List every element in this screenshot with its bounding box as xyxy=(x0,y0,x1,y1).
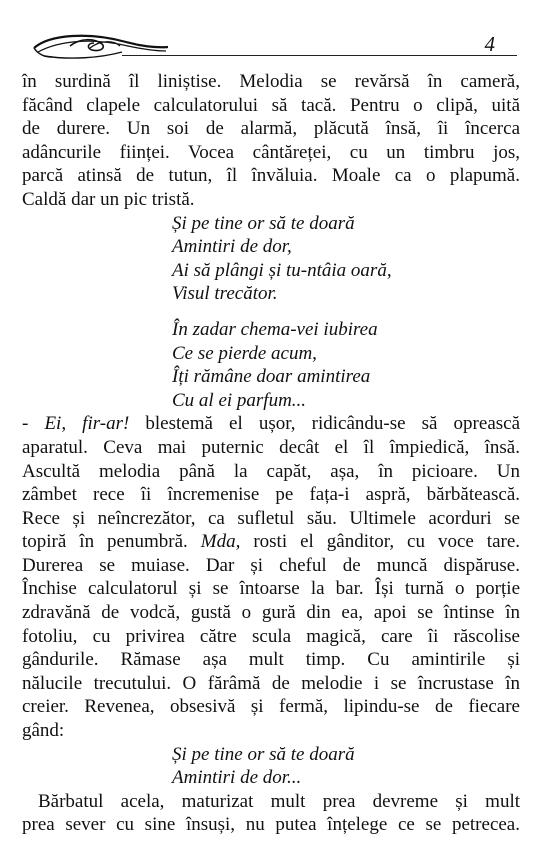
text-line: zdravănă de vodcă, gustă o gură din ea, apoi se întinse în xyxy=(22,602,520,624)
verse-line: Cu al ei parfum... xyxy=(172,389,307,411)
verse-line: Visul trecător. xyxy=(172,283,278,305)
paragraph-1 xyxy=(22,70,520,212)
text-line: prea sever cu sine însuși, nu putea înțelege ce se petrecea. xyxy=(22,814,520,836)
text-line: fotoliu, cu privirea către scula magică, care îi răscolise xyxy=(22,625,520,647)
verse-line: Amintiri de dor, xyxy=(172,236,292,258)
paragraph-2 xyxy=(22,412,520,742)
verse-stanza-2 xyxy=(22,318,520,412)
text-run: topiră în penumbră. xyxy=(22,531,188,553)
text-line: Rece și neîncrezător, ca sufletul său. Ultimele acorduri se xyxy=(22,507,520,529)
text-line: adâncurile ființei. Vocea cântăreței, cu un timbru jos, xyxy=(22,141,520,163)
verse-line: În zadar chema-vei iubirea xyxy=(172,318,378,340)
text-line: Bărbatul acela, maturizat mult prea devreme și mult xyxy=(38,790,520,812)
body-text xyxy=(22,70,520,837)
verse-line: Îți rămâne doar amintirea xyxy=(172,366,371,388)
text-line: Durerea se muiase. Dar și cheful de muncă dispăruse. xyxy=(22,554,520,576)
text-line: Închise calculatorul și se întoarse la bar. Își turnă o porție xyxy=(22,578,520,600)
verse-line: Și pe tine or să te doară xyxy=(172,743,355,765)
mda-word: Mda, xyxy=(200,531,241,553)
verse-line: Amintiri de dor... xyxy=(172,767,302,789)
text-line: zâmbet rece îi încremenise pe fața-i aspră, bărbătească. xyxy=(22,484,520,506)
text-line: Caldă dar un pic tristă. xyxy=(22,188,195,210)
text-line: gândurile. Rămase așa mult timp. Cu amintirile și xyxy=(22,649,520,671)
text-line: în surdină îl liniștise. Melodia se revărsă în cameră, xyxy=(22,71,520,92)
text-line: aparatul. Ceva mai puternic decât el îl împiedică, însă. xyxy=(22,436,520,458)
text-line xyxy=(22,412,520,436)
verse-stanza-3 xyxy=(22,743,520,790)
text-line: făcând clapele calculatorului să tacă. Pentru o clipă, uită xyxy=(22,94,520,116)
header-rule xyxy=(122,55,517,56)
exclamation: Ei, fir-ar! xyxy=(44,413,130,435)
text-line: de durere. Un soi de alarmă, plăcută însă, îi încerca xyxy=(22,118,520,140)
text-line: gând: xyxy=(22,720,65,742)
verse-line: Și pe tine or să te doară xyxy=(172,212,355,234)
verse-line: Ai să plângi și tu-ntâia oară, xyxy=(172,259,392,281)
text-line: creier. Revenea, obsesivă și fermă, lipindu-se de fiecare xyxy=(22,696,520,718)
paragraph-3 xyxy=(22,790,520,837)
text-run: blestemă el ușor, ridicându-se să oprească xyxy=(129,413,521,435)
text-run: rosti el gânditor, cu voce tare. xyxy=(240,531,521,553)
verse-line: Ce se pierde acum, xyxy=(172,342,317,364)
text-line: nălucile trecutului. O fărâmă de melodie i se încrustase în xyxy=(22,672,520,694)
page-number: 4 xyxy=(484,32,495,56)
verse-stanza-1 xyxy=(22,212,520,306)
ornament-swirl-icon xyxy=(30,30,170,64)
text-line: parcă atinsă de tutun, îl învăluia. Moale ca o plapumă. xyxy=(22,165,520,187)
text-line xyxy=(22,530,520,554)
text-line: Ascultă melodia până la capăt, așa, în picioare. Un xyxy=(22,460,520,482)
dialogue-dash: - xyxy=(22,413,45,435)
page-header xyxy=(0,0,539,70)
